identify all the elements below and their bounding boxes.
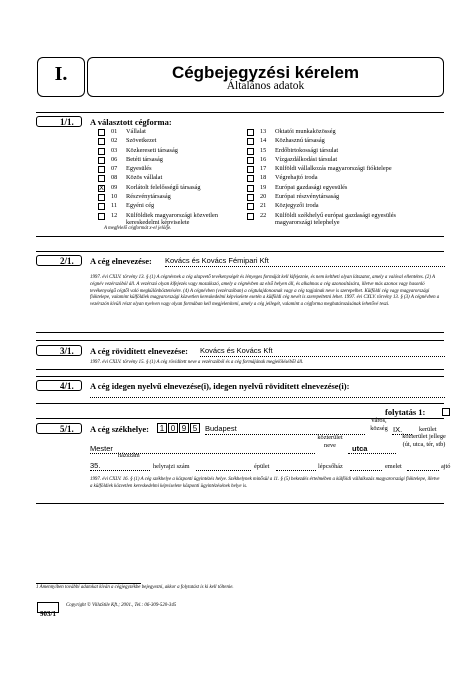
page-title: Cégbejegyzési kérelem — [171, 63, 360, 82]
s2-label: A cég elnevezése: — [90, 256, 152, 266]
zip-digit[interactable]: 1 — [157, 423, 167, 433]
company-form-checkbox[interactable] — [98, 157, 105, 164]
s3-number: 3/1. — [60, 346, 74, 356]
company-form-name: Külföldiek magyarországi közvetlen kereskedelmi képviselete — [126, 211, 218, 227]
house-number-underline — [90, 470, 150, 471]
company-form-code: 08 — [111, 174, 118, 182]
company-form-name: Szövetkezet — [126, 137, 157, 145]
company-form-name: Végrehajtó iroda — [275, 174, 318, 182]
s1-num-box — [36, 116, 82, 127]
staircase-underline — [350, 470, 382, 471]
company-form-code: 11 — [111, 202, 118, 210]
s5-num-box — [36, 423, 82, 434]
company-form-option[interactable] — [247, 193, 447, 202]
form-code: 903/1 — [40, 610, 56, 618]
street-label: közterület neve — [317, 434, 343, 449]
company-form-checkbox[interactable] — [98, 213, 105, 220]
district-value[interactable]: IX. — [393, 425, 403, 434]
company-form-checkbox[interactable] — [247, 175, 254, 182]
company-form-checkbox[interactable] — [98, 175, 105, 182]
company-form-name: Korlátolt felelősségű társaság — [126, 183, 201, 191]
s2-underline — [165, 266, 445, 267]
company-form-option[interactable] — [247, 211, 447, 227]
company-form-option[interactable] — [98, 147, 238, 156]
company-name-value[interactable]: Kovács és Kovács Fémipari Kft — [165, 256, 269, 265]
street-value[interactable]: Mester — [90, 444, 113, 453]
street-type-value[interactable]: utca — [352, 444, 368, 453]
company-form-option[interactable] — [247, 156, 447, 165]
s2-number: 2/1. — [60, 256, 74, 266]
company-form-name: Betéti társaság — [126, 155, 163, 163]
company-form-code: 14 — [260, 137, 267, 145]
s5-bottom-line — [36, 503, 444, 504]
s2-top-line — [36, 251, 444, 252]
company-form-name: Erdőbirtokossági társulat — [275, 146, 339, 154]
s3-bottom-line — [36, 369, 444, 370]
company-form-name: Vállalat — [126, 128, 146, 135]
company-form-checkbox[interactable] — [247, 138, 254, 145]
company-form-code: 15 — [260, 146, 267, 154]
continuation-colon: : — [422, 407, 426, 417]
city-label: város, község — [370, 417, 388, 432]
company-form-code: 10 — [111, 193, 118, 201]
company-form-option[interactable] — [247, 202, 447, 211]
district-label: kerület — [419, 426, 437, 433]
company-form-code: 13 — [260, 128, 267, 135]
building-underline — [276, 470, 316, 471]
company-form-option[interactable] — [247, 147, 447, 156]
parcel-number-underline — [196, 470, 251, 471]
s3-num-box — [36, 345, 82, 356]
company-form-name: Európai gazdasági egyesülés — [275, 183, 348, 191]
house-number-value[interactable]: 35. — [90, 461, 101, 470]
company-form-code: 20 — [260, 193, 267, 201]
s5-number: 5/1. — [60, 424, 74, 434]
company-form-checkbox[interactable] — [98, 138, 105, 145]
company-form-code: 21 — [260, 202, 267, 210]
company-form-code: 18 — [260, 174, 267, 182]
s3-underline — [200, 356, 445, 357]
s4-top-line — [36, 376, 444, 377]
company-form-code: 16 — [260, 155, 267, 163]
company-form-name: Részvénytársaság — [126, 193, 171, 201]
s1-top-line — [36, 112, 444, 113]
floor-underline — [407, 470, 439, 471]
zip-digit[interactable]: 0 — [168, 423, 178, 433]
short-name-value[interactable]: Kovács és Kovács Kft — [200, 346, 273, 355]
company-form-name: Európai részvénytársaság — [275, 193, 340, 201]
continuation-checkbox[interactable] — [442, 408, 450, 416]
company-form-checkbox[interactable] — [247, 213, 254, 220]
company-form-name: Vízgazdálkodási társulat — [275, 155, 338, 163]
company-form-option[interactable] — [247, 137, 447, 146]
company-form-checkbox[interactable] — [98, 203, 105, 210]
company-form-checkbox[interactable] — [98, 166, 105, 173]
door-label: ajtó — [441, 463, 451, 470]
s1-bottom-line — [36, 236, 444, 237]
company-form-option[interactable] — [98, 184, 238, 193]
street-type-underline — [348, 453, 396, 454]
company-form-left-list — [98, 128, 238, 227]
floor-label: emelet — [385, 463, 402, 470]
company-form-checkbox[interactable] — [98, 194, 105, 201]
s3-law-text: 1997. évi CXLV. törvény 15. § (1) A cég rövidített neve a vezérszóból és a cég formájának megjelöléséből áll. — [90, 360, 304, 365]
s5-law-text: 1997. évi CXLV. 16. § (1) A cég székhelye a központi ügyintézés helye. Székhelynek minősül a 11. § (5) bekezdés értelmében a külföldi vállalkozás magyarországi fióktelepe, illetve a külföldiek közvetlen kereskedelmi képviselete központi ügyintézésének helye is. — [90, 477, 440, 489]
company-form-checkbox[interactable] — [98, 148, 105, 155]
s1-label: A választott cégforma: — [90, 117, 172, 127]
company-form-name: Egyesülés — [126, 165, 152, 173]
s4-num-box — [36, 380, 82, 391]
company-form-checkbox[interactable]: X — [99, 184, 104, 192]
s2-bottom-line — [36, 332, 444, 333]
company-form-option[interactable] — [98, 156, 238, 165]
company-form-option[interactable] — [247, 128, 447, 137]
house-number-label: házszám — [118, 452, 140, 459]
company-form-code: 03 — [111, 146, 118, 154]
company-form-checkbox[interactable] — [247, 166, 254, 173]
company-form-code: 19 — [260, 183, 267, 191]
staircase-label: lépcsőház — [318, 463, 343, 470]
company-form-checkbox[interactable] — [247, 148, 254, 155]
company-form-option[interactable] — [98, 202, 238, 211]
company-form-code: 17 — [260, 165, 267, 173]
company-form-code: 09 — [111, 183, 118, 191]
continuation-label — [385, 407, 425, 417]
zip-digit[interactable]: 9 — [179, 423, 189, 433]
s2-law-text: 1997. évi CXLV. törvény 13. § (1) A cégnévnek a cég alapvető tevékenységét és lényeges formáját kell kifejeznie, és nem keltheti olyan látszatot, amely a valóval ellentétes. (2) A cégnév vezérszóból áll. A vezérszó olyan kifejezés vagy mozaikszó, amely a cégnévben az első helyen áll, és alkalmas a cég azonosítására, illetve más azonos vagy hasonló tevékenységű cégtől való megkülönböztetésére. (4) A cégnévben (vezérszóban) a cégtulajdonosnak vagy a cég tagjainak neve is szerepelhet. Külföldi cég vagy magyarországi fióktelepe, valamint külföldiek magyarországi közvetlen kereskedelmi képviselete esetén a külföldi cég nevét is szerepeltetni lehet. 1997. évi CXLV. törvény 13. § (3) A cégnévben a vezérszón kívüli részt olyan nyelven vagy olyan formában kell megjeleníteni, amely a cég jellegét, valamint a cégforma meghatározásának lehetővé teszi. — [90, 275, 440, 308]
page-subtitle: Általános adatok — [226, 80, 305, 92]
company-form-name: Közös vállalat — [126, 174, 163, 182]
s4-line-1 — [90, 397, 445, 398]
s4-number: 4/1. — [60, 381, 74, 391]
company-form-code: 12 — [111, 211, 118, 219]
company-form-option[interactable] — [98, 128, 238, 137]
company-form-name: Közhasznú társaság — [275, 137, 325, 145]
continuation-text: folytatás 1 — [385, 407, 423, 417]
company-form-code: 01 — [111, 128, 118, 135]
company-form-code: 02 — [111, 137, 118, 145]
company-form-option[interactable] — [98, 193, 238, 202]
city-value[interactable]: Budapest — [205, 424, 237, 433]
s4-bottom-line — [36, 403, 444, 404]
company-form-name: Oktatói munkaközösség — [275, 128, 336, 135]
company-form-right-list — [247, 128, 447, 227]
company-form-option[interactable] — [98, 211, 238, 227]
building-label: épület — [254, 463, 270, 470]
street-type-label: közterület jellege (út, utca, tér, stb) — [402, 433, 446, 448]
company-form-option[interactable] — [247, 174, 447, 183]
company-form-code: 06 — [111, 155, 118, 163]
company-form-name: Külföldi vállalkozás magyarországi fióktelepe — [275, 165, 392, 173]
company-form-checkbox[interactable] — [247, 185, 254, 192]
company-form-option[interactable] — [98, 137, 238, 146]
form-code-box — [37, 602, 59, 618]
company-form-option[interactable] — [98, 174, 238, 183]
s3-label: A cég rövidített elnevezése: — [90, 346, 188, 356]
company-form-option[interactable] — [98, 165, 238, 174]
company-form-checkbox[interactable] — [247, 129, 254, 136]
footnote-rule — [36, 583, 141, 584]
s2-num-box — [36, 255, 82, 266]
section-roman: I. — [54, 63, 68, 85]
s4-label: A cég idegen nyelvű elnevezése(i), idegen nyelvű rövidített elnevezése(i): — [90, 381, 350, 391]
footnote-text: 1 Amennyiben további adatokat kíván a cégjegyzékbe bejegyezni, akkor a folytatást is ki kell töltenie. — [36, 585, 234, 590]
s3-top-line — [36, 340, 444, 341]
company-form-option[interactable] — [247, 165, 447, 174]
s1-note: A megfelelő cégformát x-el jelölje. — [104, 226, 172, 231]
copyright-text: Copyright © VillaStile Kft.; 2001., Tel.: 06-309-520-345 — [66, 603, 177, 608]
company-form-code: 07 — [111, 165, 118, 173]
company-form-checkbox[interactable] — [247, 157, 254, 164]
company-form-checkbox[interactable] — [247, 194, 254, 201]
company-form-checkbox[interactable] — [247, 203, 254, 210]
zip-digit[interactable]: 5 — [190, 423, 200, 433]
company-form-name: Külföldi székhelyű európai gazdasági egyesülés magyarországi telephelye — [275, 211, 396, 227]
company-form-name: Közjegyzői iroda — [275, 202, 319, 210]
company-form-option[interactable] — [247, 184, 447, 193]
company-form-name: Egyéni cég — [126, 202, 155, 210]
zip-code-boxes[interactable] — [157, 423, 200, 433]
company-form-code: 22 — [260, 211, 267, 219]
parcel-number-label: helyrajzi szám — [153, 463, 190, 470]
company-form-checkbox[interactable] — [98, 129, 105, 136]
s1-number: 1/1. — [60, 117, 74, 127]
company-form-name: Közkereseti társaság — [126, 146, 178, 154]
s5-label: A cég székhelye: — [90, 424, 150, 434]
